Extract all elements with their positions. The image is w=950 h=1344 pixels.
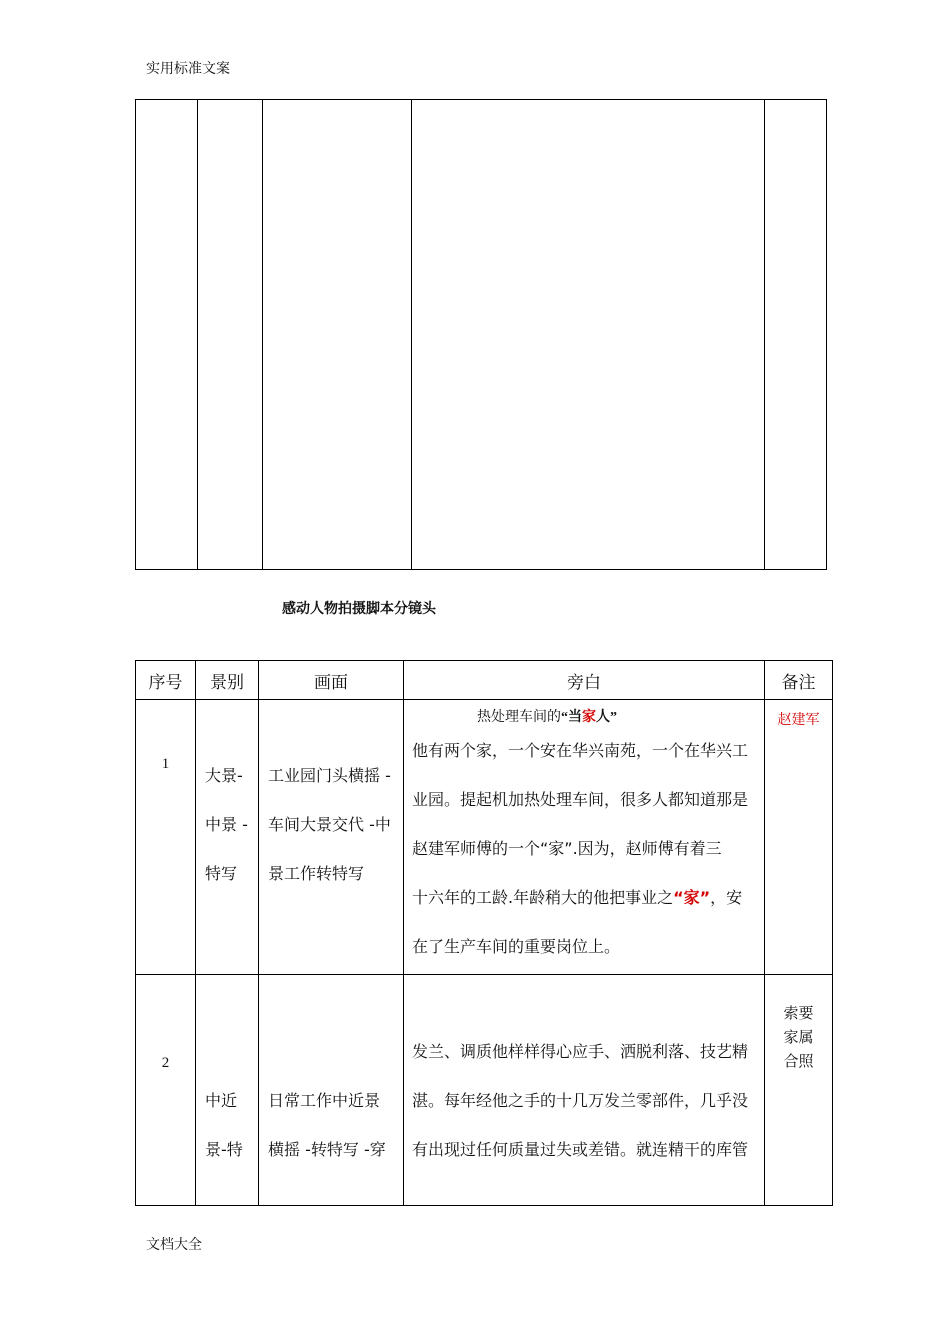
table-row <box>136 975 833 1206</box>
narration-line: 有出现过任何质量过失或差错。就连精干的库管 <box>412 1140 749 1159</box>
column-divider <box>411 100 412 569</box>
narration-cell <box>404 975 765 1206</box>
column-divider <box>764 100 765 569</box>
col-header-scene: 画面 <box>259 661 404 700</box>
col-header-note: 备注 <box>765 661 833 700</box>
scene-line: 日常工作中近景 <box>268 1091 381 1110</box>
narration-line <box>412 873 764 922</box>
narration-line: 湛。每年经他之手的十几万发兰零部件，几乎没 <box>412 1091 749 1110</box>
table-header-row <box>136 661 833 700</box>
narration-line: 在了生产车间的重要岗位上。 <box>412 937 621 956</box>
seq-cell <box>136 975 196 1206</box>
seq-number: 1 <box>161 756 170 772</box>
narration-line: 业园。提起机加热处理车间，很多人都知道那是 <box>412 790 749 809</box>
narration-line: 发兰、调质他样样得心应手、洒脱利落、技艺精 <box>412 1042 749 1061</box>
scene-line: 车间大景交代 -中 <box>268 815 391 834</box>
page-header: 实用标准文案 <box>146 61 230 77</box>
col-header-shot: 景别 <box>196 661 259 700</box>
shot-cell <box>196 975 259 1206</box>
col-header-narration: 旁白 <box>404 661 765 700</box>
narration-subtitle <box>404 700 764 726</box>
narration-text: ，安 <box>710 888 743 907</box>
scene-line: 工业园门头横摇 - <box>268 766 391 785</box>
narration-cell <box>404 700 765 975</box>
subtitle-text: 热处理车间的 <box>477 710 561 725</box>
column-divider <box>197 100 198 569</box>
storyboard-table <box>135 660 833 1206</box>
note-cell <box>765 975 833 1206</box>
narration-line: 他有两个家，一个安在华兴南苑，一个在华兴工 <box>412 741 749 760</box>
scene-cell <box>259 700 404 975</box>
narration-line: 赵建军师傅的一个“家”.因为，赵师傅有着三 <box>412 839 722 858</box>
note-cell <box>765 700 833 975</box>
note-text: 赵建军 <box>777 713 820 728</box>
page-footer: 文档大全 <box>146 1237 202 1253</box>
col-header-seq: 序号 <box>136 661 196 700</box>
seq-number: 2 <box>161 1055 170 1071</box>
shot-line: 中近 <box>205 1091 238 1110</box>
shot-line: 景-特 <box>205 1140 243 1159</box>
subtitle-text: “当 <box>561 710 582 725</box>
subtitle-text: 人” <box>596 710 617 725</box>
seq-cell <box>136 700 196 975</box>
scene-cell <box>259 975 404 1206</box>
note-line: 索要 <box>783 1006 814 1022</box>
note-line: 合照 <box>783 1054 814 1070</box>
shot-line: 大景- <box>205 766 243 785</box>
scene-line: 景工作转特写 <box>268 864 365 883</box>
narration-text: 十六年的工龄.年龄稍大的他把事业之 <box>412 888 674 907</box>
document-title: 感动人物拍摄脚本分镜头 <box>282 601 436 617</box>
table-row <box>136 700 833 975</box>
narration-highlight: “家” <box>673 888 711 907</box>
top-empty-table <box>135 99 827 570</box>
subtitle-highlight: 家 <box>582 710 596 725</box>
scene-line: 横摇 -转特写 -穿 <box>268 1140 386 1159</box>
shot-line: 中景 - <box>205 815 248 834</box>
note-line: 家属 <box>783 1030 814 1046</box>
shot-line: 特写 <box>205 864 238 883</box>
shot-cell <box>196 700 259 975</box>
column-divider <box>262 100 263 569</box>
